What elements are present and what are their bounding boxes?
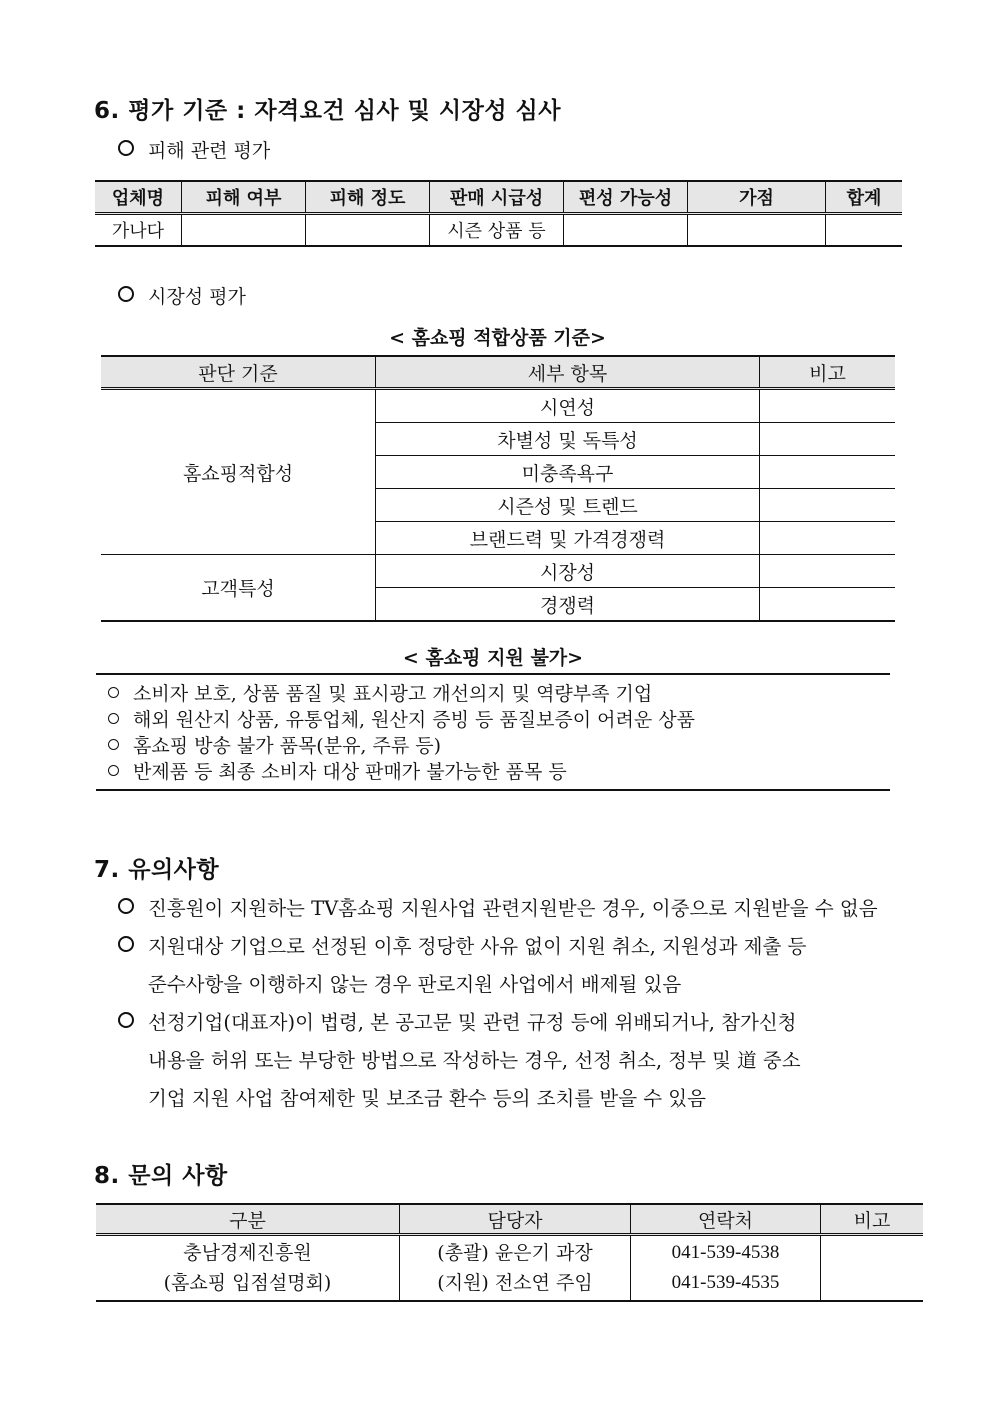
table-cell: [564, 214, 688, 247]
circle-bullet-icon: [108, 687, 119, 698]
table-cell: 시장성: [376, 555, 760, 588]
contact-phone: 041-539-4538 041-539-4535: [631, 1235, 821, 1302]
criteria-cell: 고객특성: [101, 555, 376, 622]
table-row: [101, 389, 895, 423]
note-item: 선정기업(대표자)이 법령, 본 공고문 및 관련 규정 등에 위배되거나, 참가신청: [118, 1004, 898, 1042]
list-item: 반제품 등 최종 소비자 대상 판매가 불가능한 품목 등: [96, 759, 890, 785]
table-cell: [760, 489, 896, 522]
damage-eval-table: [95, 180, 902, 247]
table-cell: [760, 423, 896, 456]
table-row: [95, 214, 902, 247]
table-cell: [826, 214, 903, 247]
contact-note: [821, 1235, 924, 1302]
damage-eval-label: 피해 관련 평가: [118, 136, 270, 163]
table-cell: [760, 522, 896, 555]
table-header: 가점: [688, 181, 826, 214]
table-cell: [760, 555, 896, 588]
table-header: 판매 시급성: [430, 181, 564, 214]
list-item: 홈쇼핑 방송 불가 품목(분유, 주류 등): [96, 733, 890, 759]
table-header: 비고: [760, 356, 896, 389]
circle-bullet-icon: [108, 739, 119, 750]
no-support-box: [96, 673, 890, 791]
table-header: 세부 항목: [376, 356, 760, 389]
table-header: 담당자: [400, 1204, 631, 1235]
table-cell: 시연성: [376, 389, 760, 423]
table-cell: 시즌성 및 트렌드: [376, 489, 760, 522]
table-cell: 경쟁력: [376, 588, 760, 622]
section-8-title: 8. 문의 사항: [94, 1163, 228, 1189]
table-cell: [760, 588, 896, 622]
table-header: 연락처: [631, 1204, 821, 1235]
note-item: 진흥원이 지원하는 TV홈쇼핑 지원사업 관련지원받은 경우, 이중으로 지원받을 수 없음: [118, 890, 898, 928]
suitable-products-table: [101, 355, 895, 622]
notes-list: [118, 890, 898, 1118]
note-item-continuation: 기업 지원 사업 참여제한 및 보조금 환수 등의 조치를 받을 수 있음: [148, 1087, 706, 1110]
contact-staff: (총괄) 윤은기 과장 (지원) 전소연 주임: [400, 1235, 631, 1302]
table-header: 편성 가능성: [564, 181, 688, 214]
criteria-cell: 홈쇼핑적합성: [101, 389, 376, 555]
table-header: 비고: [821, 1204, 924, 1235]
note-item-continuation: 내용을 허위 또는 부당한 방법으로 작성하는 경우, 선정 취소, 정부 및 道 중소: [148, 1049, 801, 1072]
list-item: 소비자 보호, 상품 품질 및 표시광고 개선의지 및 역량부족 기업: [96, 681, 890, 707]
table-cell: 미충족욕구: [376, 456, 760, 489]
table-cell: 시즌 상품 등: [430, 214, 564, 247]
table-header: 판단 기준: [101, 356, 376, 389]
table-cell: 가나다: [95, 214, 182, 247]
bullet-icon: [118, 898, 134, 914]
bullet-icon: [118, 936, 134, 952]
contact-table: [96, 1203, 923, 1302]
market-eval-label: 시장성 평가: [118, 282, 246, 309]
bullet-icon: [118, 1012, 134, 1028]
table-row: [101, 555, 895, 588]
table-cell: [760, 456, 896, 489]
table-header: 업체명: [95, 181, 182, 214]
table-header: 피해 정도: [306, 181, 430, 214]
table-header: 구분: [96, 1204, 400, 1235]
circle-bullet-icon: [108, 713, 119, 724]
bullet-icon: [118, 140, 134, 156]
table-header: 피해 여부: [182, 181, 306, 214]
table-header: 합계: [826, 181, 903, 214]
note-item-continuation: 준수사항을 이행하지 않는 경우 판로지원 사업에서 배제될 있음: [148, 973, 682, 996]
contact-org: 충남경제진흥원 (홈쇼핑 입점설명회): [96, 1235, 400, 1302]
table-cell: 차별성 및 독특성: [376, 423, 760, 456]
note-item: 지원대상 기업으로 선정된 이후 정당한 사유 없이 지원 취소, 지원성과 제출 등: [118, 928, 898, 966]
table-row: [96, 1235, 923, 1302]
bullet-icon: [118, 286, 134, 302]
circle-bullet-icon: [108, 765, 119, 776]
table-cell: [760, 389, 896, 423]
table-cell: [182, 214, 306, 247]
table-cell: 브랜드력 및 가격경쟁력: [376, 522, 760, 555]
no-support-caption: < 홈쇼핑 지원 불가>: [402, 647, 584, 669]
list-item: 해외 원산지 상품, 유통업체, 원산지 증빙 등 품질보증이 어려운 상품: [96, 707, 890, 733]
section-7-title: 7. 유의사항: [94, 857, 220, 883]
section-6-title: 6. 평가 기준 : 자격요건 심사 및 시장성 심사: [94, 98, 561, 124]
table-cell: [306, 214, 430, 247]
table-cell: [688, 214, 826, 247]
suitable-products-caption: < 홈쇼핑 적합상품 기준>: [389, 327, 606, 349]
